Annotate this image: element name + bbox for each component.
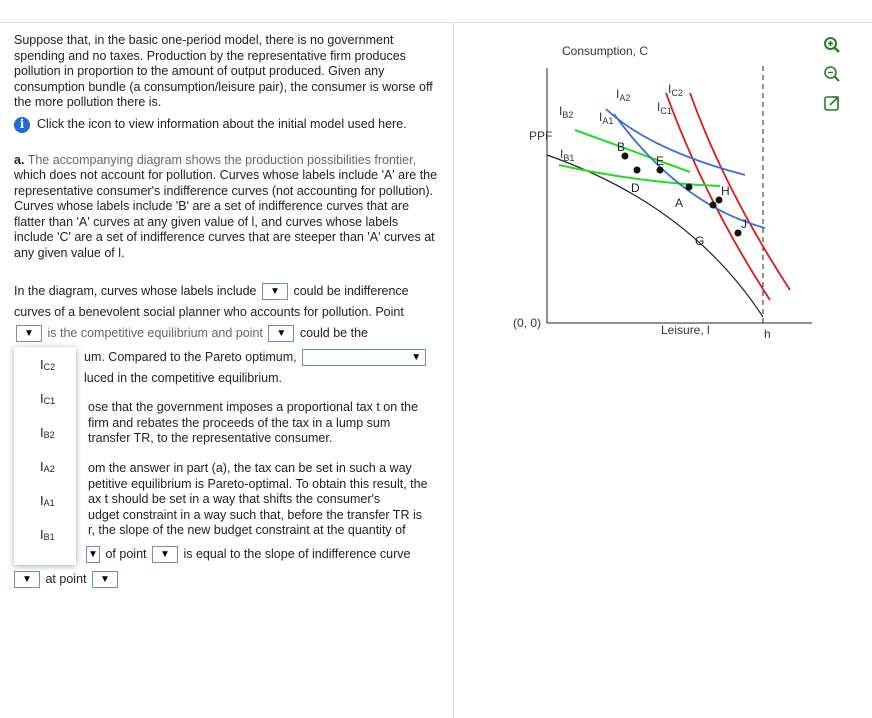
of-point-text: of point [105, 547, 147, 561]
info-link-text: Click the icon to view information about the initial model used here. [37, 116, 407, 131]
ppf-diagram [454, 23, 819, 343]
info-row [14, 117, 440, 133]
part-c-last-line [14, 569, 120, 589]
point-label-e: E [656, 154, 665, 168]
pareto-point-dropdown[interactable] [268, 325, 294, 342]
point-label-a: A [675, 196, 684, 210]
q1-continued [84, 349, 428, 387]
comparison-dropdown[interactable] [302, 349, 426, 366]
equilibrium-point-dropdown[interactable] [16, 325, 42, 342]
quantity-dropdown[interactable] [86, 546, 100, 563]
part-c-line-3: ax t should be set in a way that shifts the consumer's [88, 492, 381, 506]
part-c-text [88, 461, 428, 539]
q1-text-f: um. Compared to the Pareto optimum, [84, 349, 297, 364]
chevron-down-icon: ▼ [270, 285, 280, 297]
part-a-text [14, 153, 440, 262]
chevron-down-icon: ▼ [24, 327, 34, 339]
part-a-label: a. [14, 152, 25, 167]
part-c-line-2: petitive equilibrium is Pareto-optimal. To obtain this result, the [88, 476, 428, 491]
curve-set-dropdown[interactable] [262, 283, 288, 300]
point-label-b: B [617, 140, 626, 154]
question-panel [14, 33, 440, 344]
point-a [686, 184, 693, 191]
point-d [634, 167, 641, 174]
chevron-down-icon: ▼ [100, 573, 110, 585]
point-label-g: G [695, 234, 705, 248]
equal-slope-text: is equal to the slope of indifference curve [183, 547, 411, 561]
dropdown-option[interactable]: I B1 [40, 526, 55, 542]
part-b-line-2: firm and rebates the proceeds of the tax in a lump sum [88, 415, 391, 430]
dropdown-option[interactable]: I B2 [40, 424, 55, 440]
q1-text-c: curves of a benevolent social planner who accounts for pollution. Point [14, 305, 404, 319]
chevron-down-icon: ▼ [22, 573, 32, 585]
chevron-down-icon: ▼ [276, 327, 287, 339]
ic-c2-curve [690, 93, 790, 290]
part-c-line-1: om the answer in part (a), the tax can be set in such a way [88, 461, 412, 475]
x-axis-label: Leisure, l [661, 323, 710, 337]
info-icon[interactable]: i [14, 117, 30, 133]
q1-text-d: is the competitive equilibrium and point [47, 326, 263, 340]
part-b-line-1: ose that the government imposes a proportional tax t on the [88, 400, 419, 414]
label-ic1: $I_{C1}$ [657, 100, 672, 116]
part-c-line-5: r, the slope of the new budget constraint at the quantity of [88, 523, 406, 537]
q1-text-b: could be indifference [293, 284, 409, 298]
point-dropdown[interactable] [152, 546, 178, 563]
question-1 [14, 281, 440, 344]
label-ia1: $I_{A1}$ [599, 110, 614, 126]
popout-icon[interactable] [822, 93, 842, 113]
indifference-curve-dropdown[interactable] [14, 571, 40, 588]
h-label: h [764, 327, 771, 341]
part-b-text [88, 400, 418, 447]
point-label-d: D [631, 181, 640, 195]
point-label-h: H [721, 184, 730, 198]
chevron-down-icon: ▼ [411, 351, 422, 363]
part-a-text-body: which does not account for pollution. Curves whose labels include 'A' are the representative consumer's indifference curves (not accounting for pollution). Curves whose labels include 'B' are a set of indifference curves that are flatter than 'A' curves at any given value of l, and curves whose labels include 'C' are a set of indifference curves that are steeper than 'A' curves at any given value of l. [14, 168, 438, 260]
origin-label: (0, 0) [513, 316, 542, 330]
dropdown-option[interactable]: I A1 [40, 492, 55, 508]
final-point-dropdown[interactable] [92, 571, 118, 588]
chevron-down-icon: ▼ [88, 548, 98, 560]
dropdown-option[interactable]: I A2 [40, 458, 55, 474]
zoom-out-icon[interactable] [822, 64, 842, 84]
part-c-blanks [86, 544, 410, 564]
q1-text-a: In the diagram, curves whose labels include [14, 284, 257, 298]
q1-text-e: could be the [299, 326, 368, 340]
label-ic2: $I_{C2}$ [668, 82, 683, 98]
part-b-line-3: transfer TR, to the representative consumer. [88, 431, 333, 445]
part-c-line-4: udget constraint in a way such that, before the transfer TR is [88, 507, 422, 522]
label-ib2: $I_{B2}$ [559, 104, 574, 120]
point-label-j: J [741, 217, 747, 231]
dropdown-option[interactable]: I C2 [40, 356, 56, 372]
ppf-label: PPF [529, 129, 553, 143]
curve-dropdown-list [14, 347, 76, 565]
at-point-text: at point [45, 572, 87, 586]
part-a-text-grey: The accompanying diagram shows the production possibilities frontier, [27, 152, 417, 167]
label-ib1: $I_{B1}$ [560, 147, 575, 163]
chevron-down-icon: ▼ [160, 548, 170, 560]
zoom-in-icon[interactable] [822, 35, 842, 55]
label-ia2: $I_{A2}$ [616, 87, 631, 103]
dropdown-option[interactable]: I C1 [40, 390, 56, 406]
q1-text-g: luced in the competitive equilibrium. [84, 371, 283, 385]
problem-intro: Suppose that, in the basic one-period model, there is no government spending and no taxes. Production by the representative firm produces pollution in proportion to the amount of output produced. Given any consumption bundle (a consumption/leisure pair), the consumer is worse off the more pollution there is. [14, 33, 433, 109]
point-g [710, 202, 717, 209]
y-axis-label: Consumption, C [562, 44, 649, 58]
figure-toolbar [822, 35, 842, 113]
